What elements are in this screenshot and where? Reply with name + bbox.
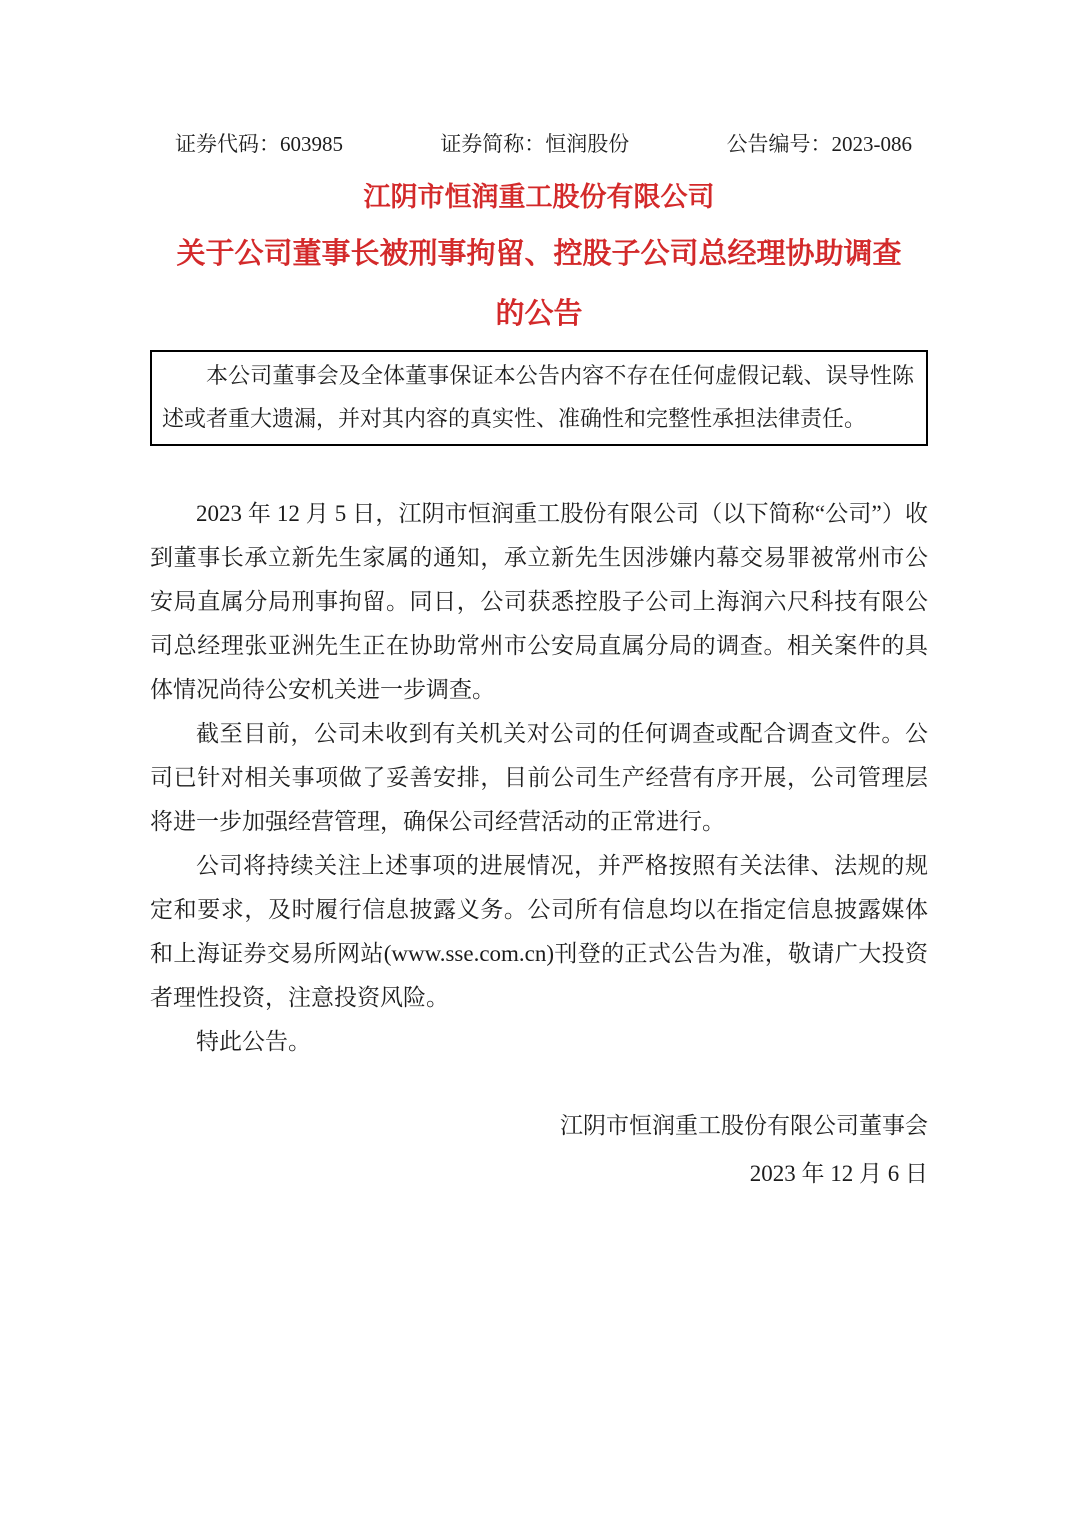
paragraph-status: 截至目前，公司未收到有关机关对公司的任何调查或配合调查文件。公司已针对相关事项做了妥善安排，目前公司生产经营有序开展，公司管理层将进一步加强经营管理，确保公司经营活动的正常进行。 xyxy=(150,721,928,834)
stock-code: 证券代码：603985 xyxy=(175,132,343,156)
company-title: 江阴市恒润重工股份有限公司 xyxy=(363,182,715,212)
stock-name: 证券简称：恒润股份 xyxy=(440,132,630,156)
paragraph-incident: 2023 年 12 月 5 日，江阴市恒润重工股份有限公司（以下简称“公司”）收到董事长承立新先生家属的通知，承立新先生因涉嫌内幕交易罪被常州市公安局直属分局刑事拘留。同日，公司获悉控股子公司上海润六尺科技有限公司总经理张亚洲先生正在协助常州市公安局直属分局的调查。相关案件的具体情况尚待公安机关进一步调查。 xyxy=(150,501,928,702)
disclaimer-box xyxy=(150,350,928,446)
announcement-body xyxy=(150,492,928,1064)
disclaimer-text: 本公司董事会及全体董事保证本公告内容不存在任何虚假记载、误导性陈述或者重大遗漏，并对其内容的真实性、准确性和完整性承担法律责任。 xyxy=(162,363,914,431)
announcement-number: 公告编号：2023-086 xyxy=(726,132,912,156)
doc-header xyxy=(150,128,928,158)
signature-company: 江阴市恒润重工股份有限公司董事会 xyxy=(560,1113,928,1138)
announcement-title-line2: 的公告 xyxy=(495,298,583,330)
announcement-title-line1: 关于公司董事长被刑事拘留、控股子公司总经理协助调查 xyxy=(176,238,902,270)
paragraph-closing: 特此公告。 xyxy=(196,1029,311,1054)
paragraph-disclosure: 公司将持续关注上述事项的进展情况，并严格按照有关法律、法规的规定和要求，及时履行信息披露义务。公司所有信息均以在指定信息披露媒体和上海证券交易所网站(www.sse.com.cn)刊登的正式公告为准，敬请广大投资者理性投资，注意投资风险。 xyxy=(150,853,928,1010)
signature-date: 2023 年 12 月 6 日 xyxy=(749,1161,928,1186)
signature-block xyxy=(150,1102,928,1198)
